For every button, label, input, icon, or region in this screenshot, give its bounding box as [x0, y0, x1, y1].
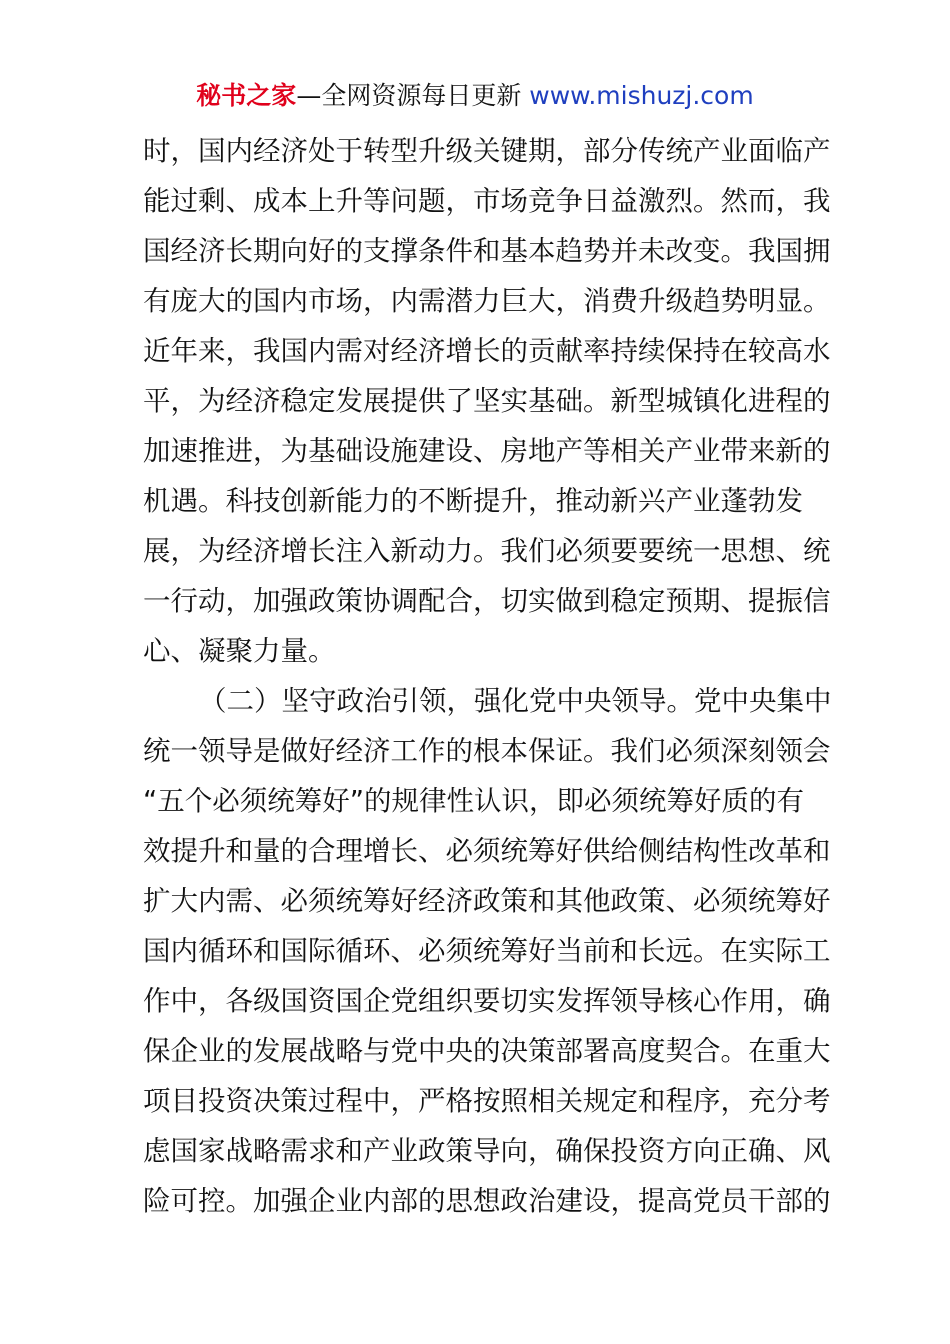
text-line: 机遇。科技创新能力的不断提升，推动新兴产业蓬勃发 — [143, 485, 803, 517]
text-line: 国经济长期向好的支撑条件和基本趋势并未改变。我国拥 — [143, 235, 831, 267]
text-line: 效提升和量的合理增长、必须统筹好供给侧结构性改革和 — [143, 835, 831, 867]
text-line: 虑国家战略需求和产业政策导向，确保投资方向正确、风 — [143, 1135, 831, 1167]
text-line: 项目投资决策过程中，严格按照相关规定和程序，充分考 — [143, 1085, 831, 1117]
text-line: 统一领导是做好经济工作的根本保证。我们必须深刻领会 — [143, 735, 831, 767]
text-line: 近年来，我国内需对经济增长的贡献率持续保持在较高水 — [143, 335, 831, 367]
text-line: 一行动，加强政策协调配合，切实做到稳定预期、提振信 — [143, 585, 831, 617]
text-line: 心、凝聚力量。 — [143, 635, 336, 667]
text-line: “五个必须统筹好”的规律性认识，即必须统筹好质的有 — [143, 785, 804, 817]
text-line: 保企业的发展战略与党中央的决策部署高度契合。在重大 — [143, 1035, 831, 1067]
brand-name: 秘书之家 — [196, 81, 297, 110]
text-line: 有庞大的国内市场，内需潜力巨大，消费升级趋势明显。 — [143, 285, 831, 317]
text-line: 扩大内需、必须统筹好经济政策和其他政策、必须统筹好 — [143, 885, 831, 917]
document-body — [143, 126, 832, 1226]
text-line: 展，为经济增长注入新动力。我们必须要要统一思想、统 — [143, 535, 831, 567]
section-heading-line: （二）坚守政治引领，强化党中央领导。党中央集中 — [199, 685, 832, 717]
text-line: 作中，各级国资国企党组织要切实发挥领导核心作用，确 — [143, 985, 831, 1017]
text-line: 加速推进，为基础设施建设、房地产等相关产业带来新的 — [143, 435, 831, 467]
text-line: 能过剩、成本上升等问题，市场竞争日益激烈。然而，我 — [143, 185, 831, 217]
page-header — [0, 78, 950, 114]
header-slogan: —全网资源每日更新 — [296, 81, 522, 110]
site-url: www.mishuzj.com — [529, 81, 754, 110]
text-line: 国内循环和国际循环、必须统筹好当前和长远。在实际工 — [143, 935, 831, 967]
text-line: 时，国内经济处于转型升级关键期，部分传统产业面临产 — [143, 135, 831, 167]
text-line: 平，为经济稳定发展提供了坚实基础。新型城镇化进程的 — [143, 385, 831, 417]
text-line: 险可控。加强企业内部的思想政治建设，提高党员干部的 — [143, 1185, 831, 1217]
